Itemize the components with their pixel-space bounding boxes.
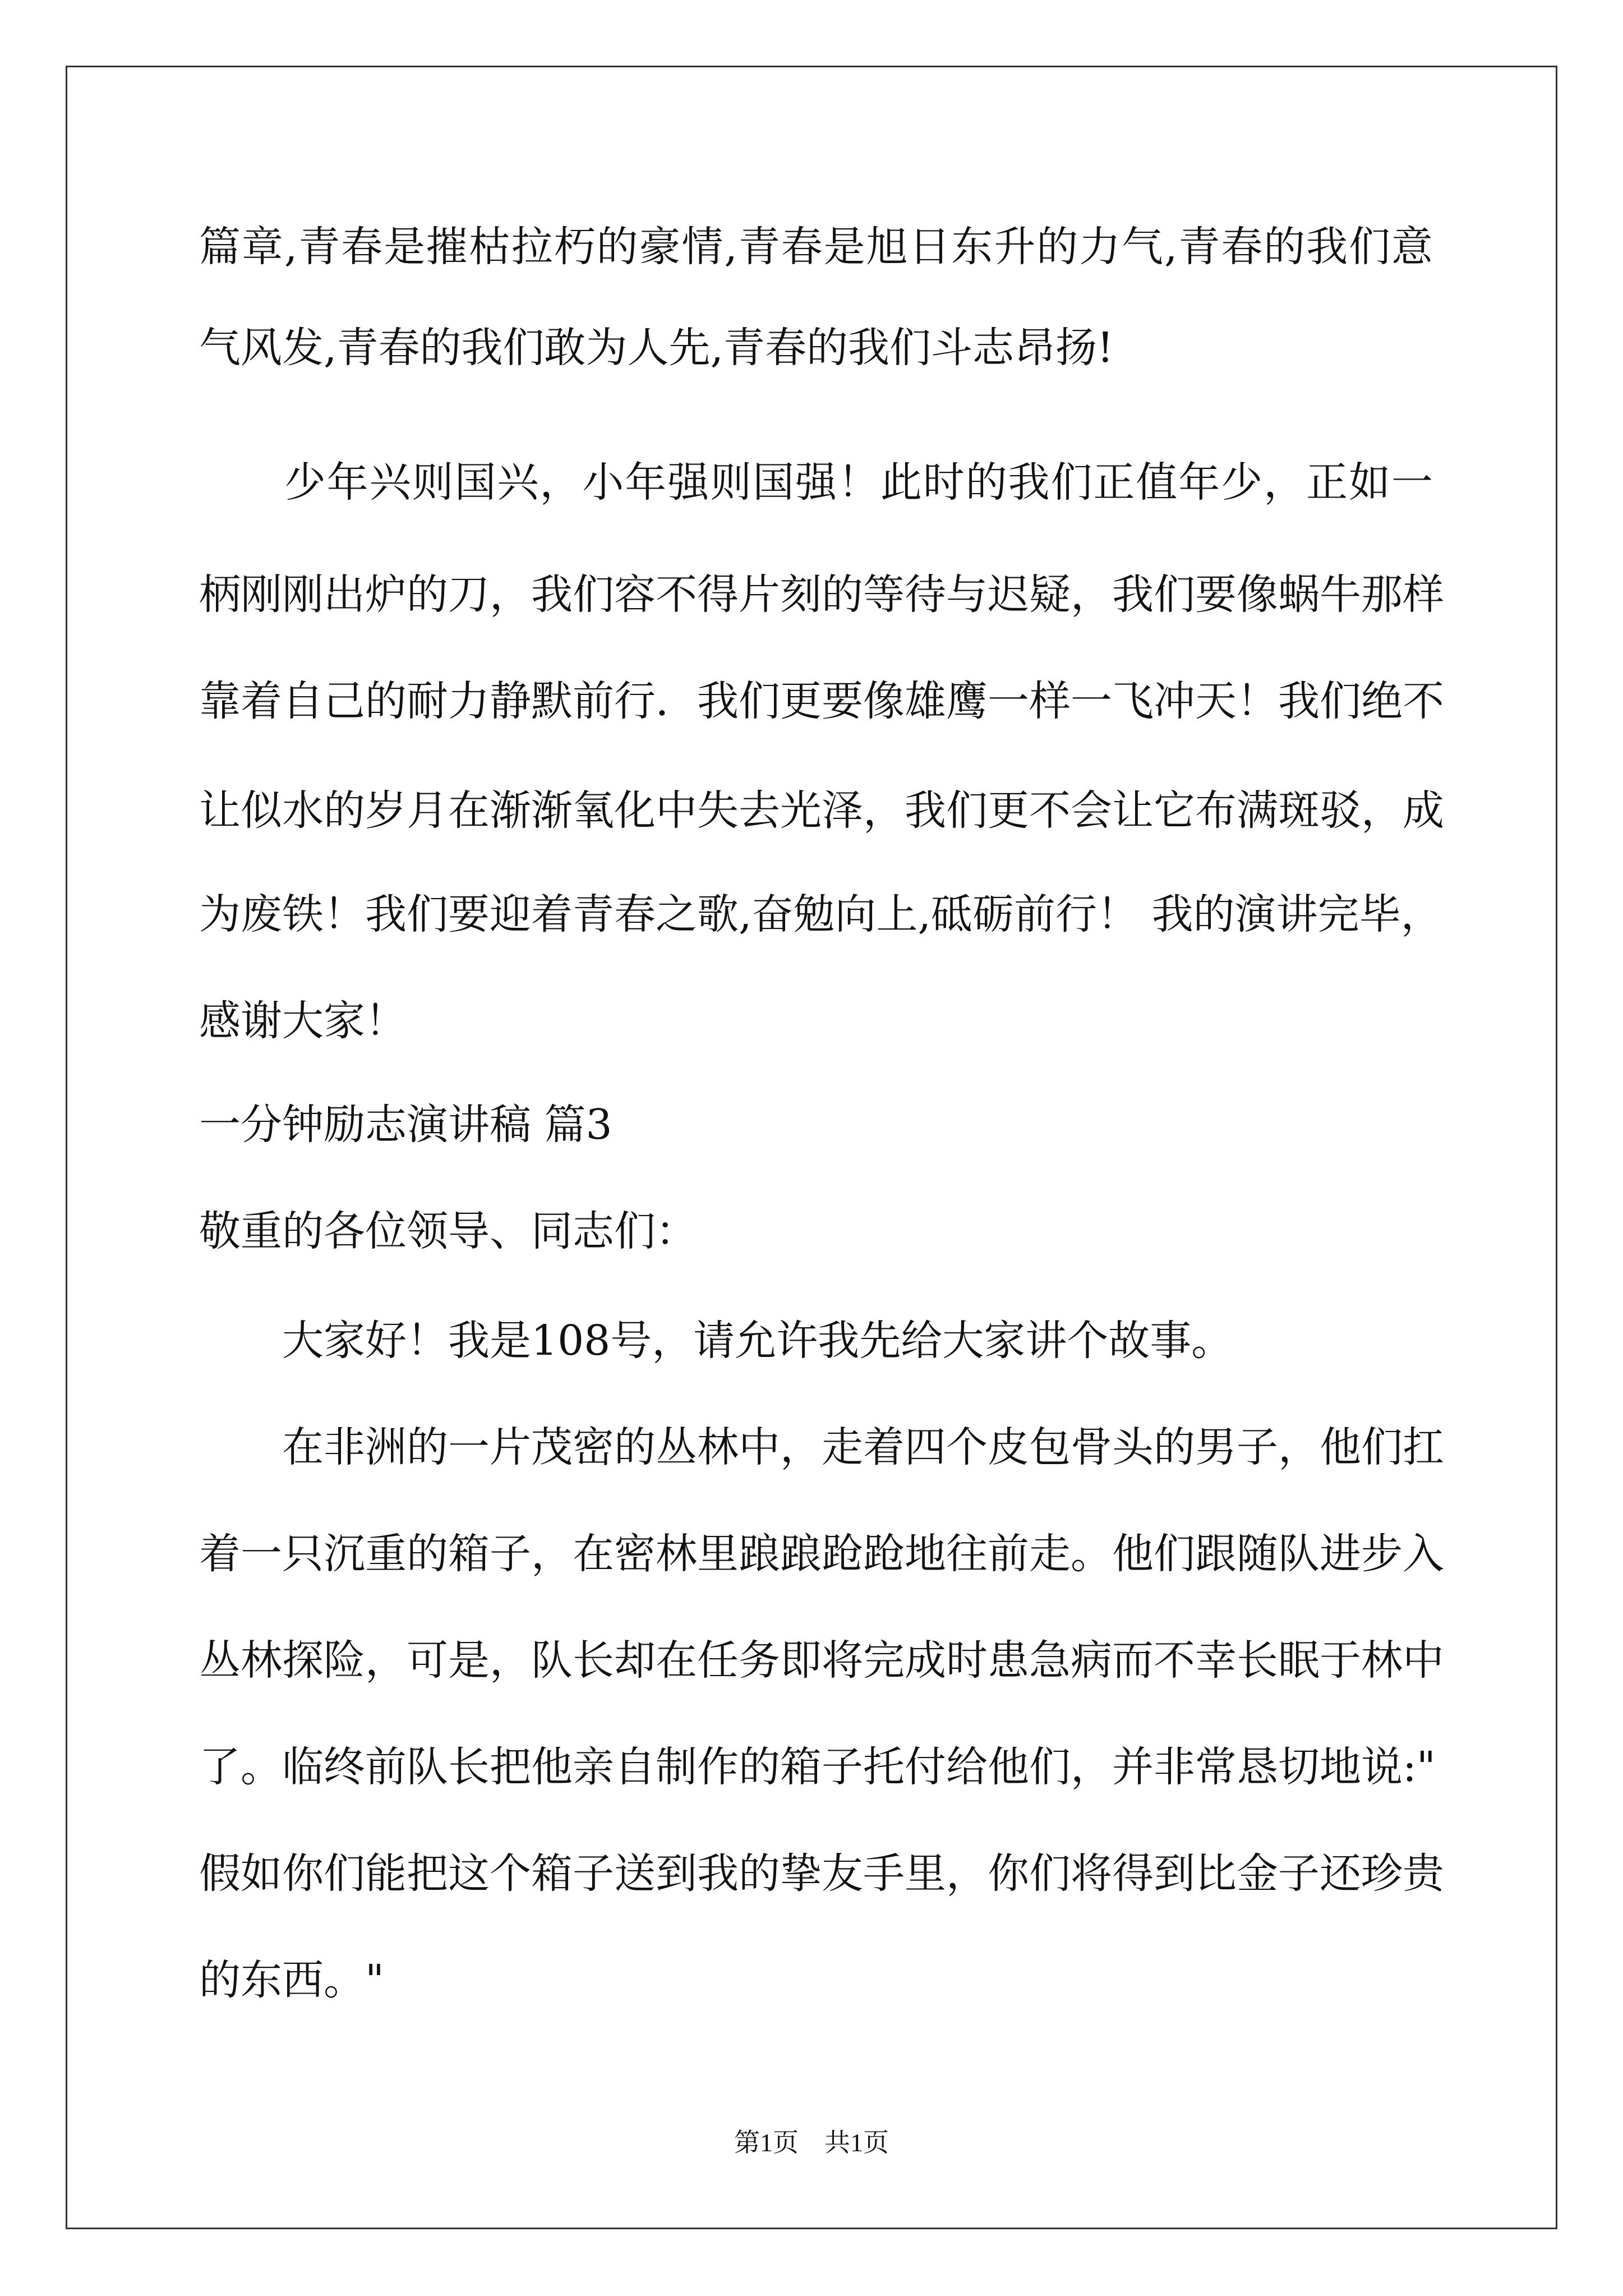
- text-line: 着一只沉重的箱子，在密林里踉踉跄跄地往前走。他们跟随队进步入: [199, 1530, 1444, 1578]
- text-line: 气风发,青春的我们敢为人先,青春的我们斗志昂扬!: [199, 324, 1114, 372]
- text-line: 为废铁！我们要迎着青春之歌,奋勉向上,砥砺前行！ 我的演讲完毕，: [199, 890, 1442, 938]
- text-line: 的东西。": [199, 1956, 385, 2004]
- page-footer: 第1页 共1页: [734, 2128, 889, 2157]
- text-line: 丛林探险，可是，队长却在任务即将完成时患急病而不幸长眠于林中: [199, 1636, 1444, 1685]
- text-line: 让似水的岁月在渐渐氧化中失去光泽，我们更不会让它布满斑驳，成: [199, 786, 1444, 835]
- text-line: 在非洲的一片茂密的丛林中，走着四个皮包骨头的男子，他们扛: [199, 1423, 1444, 1471]
- salutation: 敬重的各位领导、同志们：: [199, 1207, 697, 1255]
- section-heading: 一分钟励志演讲稿 篇3: [199, 1101, 612, 1149]
- text-line: 假如你们能把这个箱子送到我的挚友手里，你们将得到比金子还珍贵: [199, 1849, 1444, 1898]
- text-line: 篇章,青春是摧枯拉朽的豪情,青春是旭日东升的力气,青春的我们意: [199, 223, 1433, 271]
- text-line: 靠着自己的耐力静默前行．我们更要像雄鹰一样一飞冲天！我们绝不: [199, 677, 1444, 725]
- text-line: 感谢大家！: [199, 997, 407, 1045]
- text-line: 少年兴则国兴，小年强则国强！此时的我们正值年少，正如一: [199, 458, 1433, 507]
- text-line: 大家好！我是108号，请允许我先给大家讲个故事。: [199, 1317, 1233, 1365]
- text-line: 柄刚刚出炉的刀，我们容不得片刻的等待与迟疑，我们要像蜗牛那样: [199, 570, 1444, 619]
- text-line: 了。临终前队长把他亲自制作的箱子托付给他们，并非常恳切地说:": [199, 1743, 1436, 1791]
